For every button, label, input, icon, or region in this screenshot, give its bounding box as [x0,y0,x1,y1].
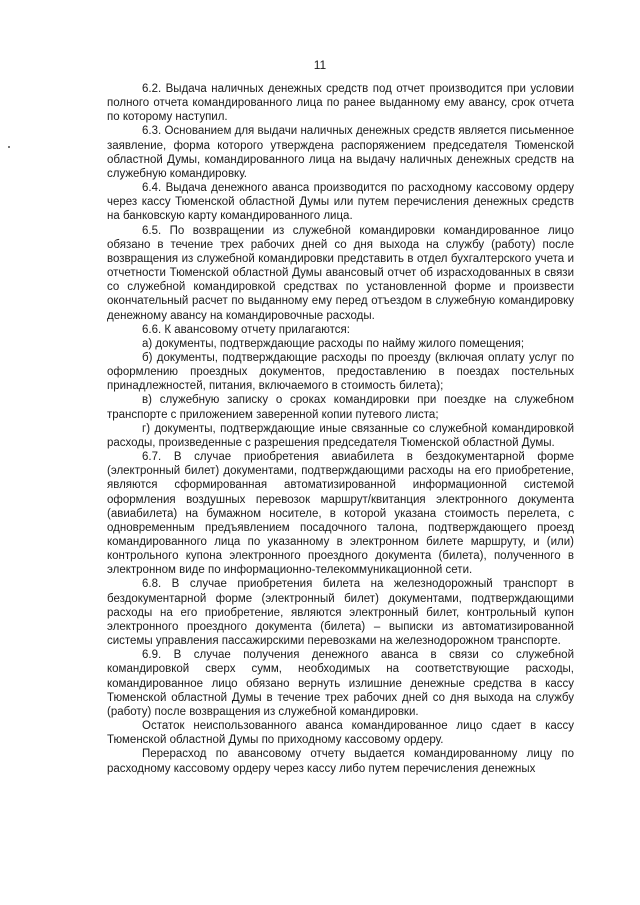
paragraph-6-6-v: в) служебную записку о сроках командировки при поездке на служебном транспорте с приложением заверенной копии путевого листа; [107,394,574,421]
paragraph-6-6-a: а) документы, подтверждающие расходы по найму жилого помещения; [142,337,525,350]
page-number: 11 [313,58,327,72]
paragraph-6-2: 6.2. Выдача наличных денежных средств под отчет производится при условии полного отчета командированного лица по ранее выданному ему авансу, срок отчета по которому наступил. [107,83,574,124]
paragraph-6-6-g: г) документы, подтверждающие иные связанные со служебной командировкой расходы, произведенные с разрешения председателя Тюменской областной Думы. [107,422,574,449]
paragraph-6-7: 6.7. В случае приобретения авиабилета в бездокументарной форме (электронный билет) документами, подтверждающими расходы на его приобретение, являются сформированная автоматизированной информационной системой оформления воздушных перевозок маршрут/квитанция электронного документа (авиабилета) на бумажном носителе, в которой указана стоимость перелета, с одновременным предъявлением посадочного талона, подтверждающего проезд командированного лица по указанному в электронном билете маршруту, и (или) контрольного купона электронного проездного документа (билета), полученного в электронном виде по информационно-телекоммуникационной сети. [107,451,574,577]
document-body [107,82,574,776]
paragraph-6-4: 6.4. Выдача денежного аванса производится по расходному кассовому ордеру через кассу Тюменской областной Думы или путем перечисления денежных средств на банковскую карту командированного лица. [107,182,574,223]
paragraph-6-6: 6.6. К авансовому отчету прилагаются: [142,323,350,336]
paragraph-6-9: 6.9. В случае получения денежного аванса в связи со служебной командировкой сверх сумм, необходимых на соответствующие расходы, командированное лицо обязано вернуть излишние денежные средства в кассу Тюменской областной Думы в течение трех рабочих дней со дня выхода на службу (работу) после возвращения из служебной командировки. [107,649,574,718]
paragraph-6-5: 6.5. По возвращении из служебной командировки командированное лицо обязано в течение трех рабочих дней со дня выхода на службу (работу) после возвращения из служебной командировки представить в отдел бухгалтерского учета и отчетности Тюменской областной Думы авансовый отчет об израсходованных в связи со служебной командировкой средствах по установленной форме и произвести окончательный расчет по выданному ему перед отъездом в служебную командировку денежному авансу на командировочные расходы. [107,224,574,322]
paragraph-6-8: 6.8. В случае приобретения билета на железнодорожный транспорт в бездокументарной форме (электронный билет) документами, подтверждающими расходы на его приобретение, являются электронный билет, контрольный купон электронного проездного документа (билета) – выписки из автоматизированной системы управления пассажирскими перевозками на железнодорожном транспорте. [107,578,574,648]
scan-margin-mark [8,146,10,148]
paragraph-6-6-b: б) документы, подтверждающие расходы по проезду (включая оплату услуг по оформлению проездных документов, предоставлению в поездах постельных принадлежностей, питания, включаемого в стоимость билета); [107,351,574,393]
paragraph-advance-remainder: Остаток неиспользованного аванса командированное лицо сдает в кассу Тюменской областной Думы по приходному кассовому ордеру. [107,720,574,747]
paragraph-overspend: Перерасход по авансовому отчету выдается командированному лицу по расходному кассовому ордеру через кассу либо путем перечисления денежных [107,748,574,775]
paragraph-6-3: 6.3. Основанием для выдачи наличных денежных средств является письменное заявление, форма которого утверждена распоряжением председателя Тюменской областной Думы, командированного лица на выдачу наличных денежных средств на служебную командировку. [107,125,574,180]
